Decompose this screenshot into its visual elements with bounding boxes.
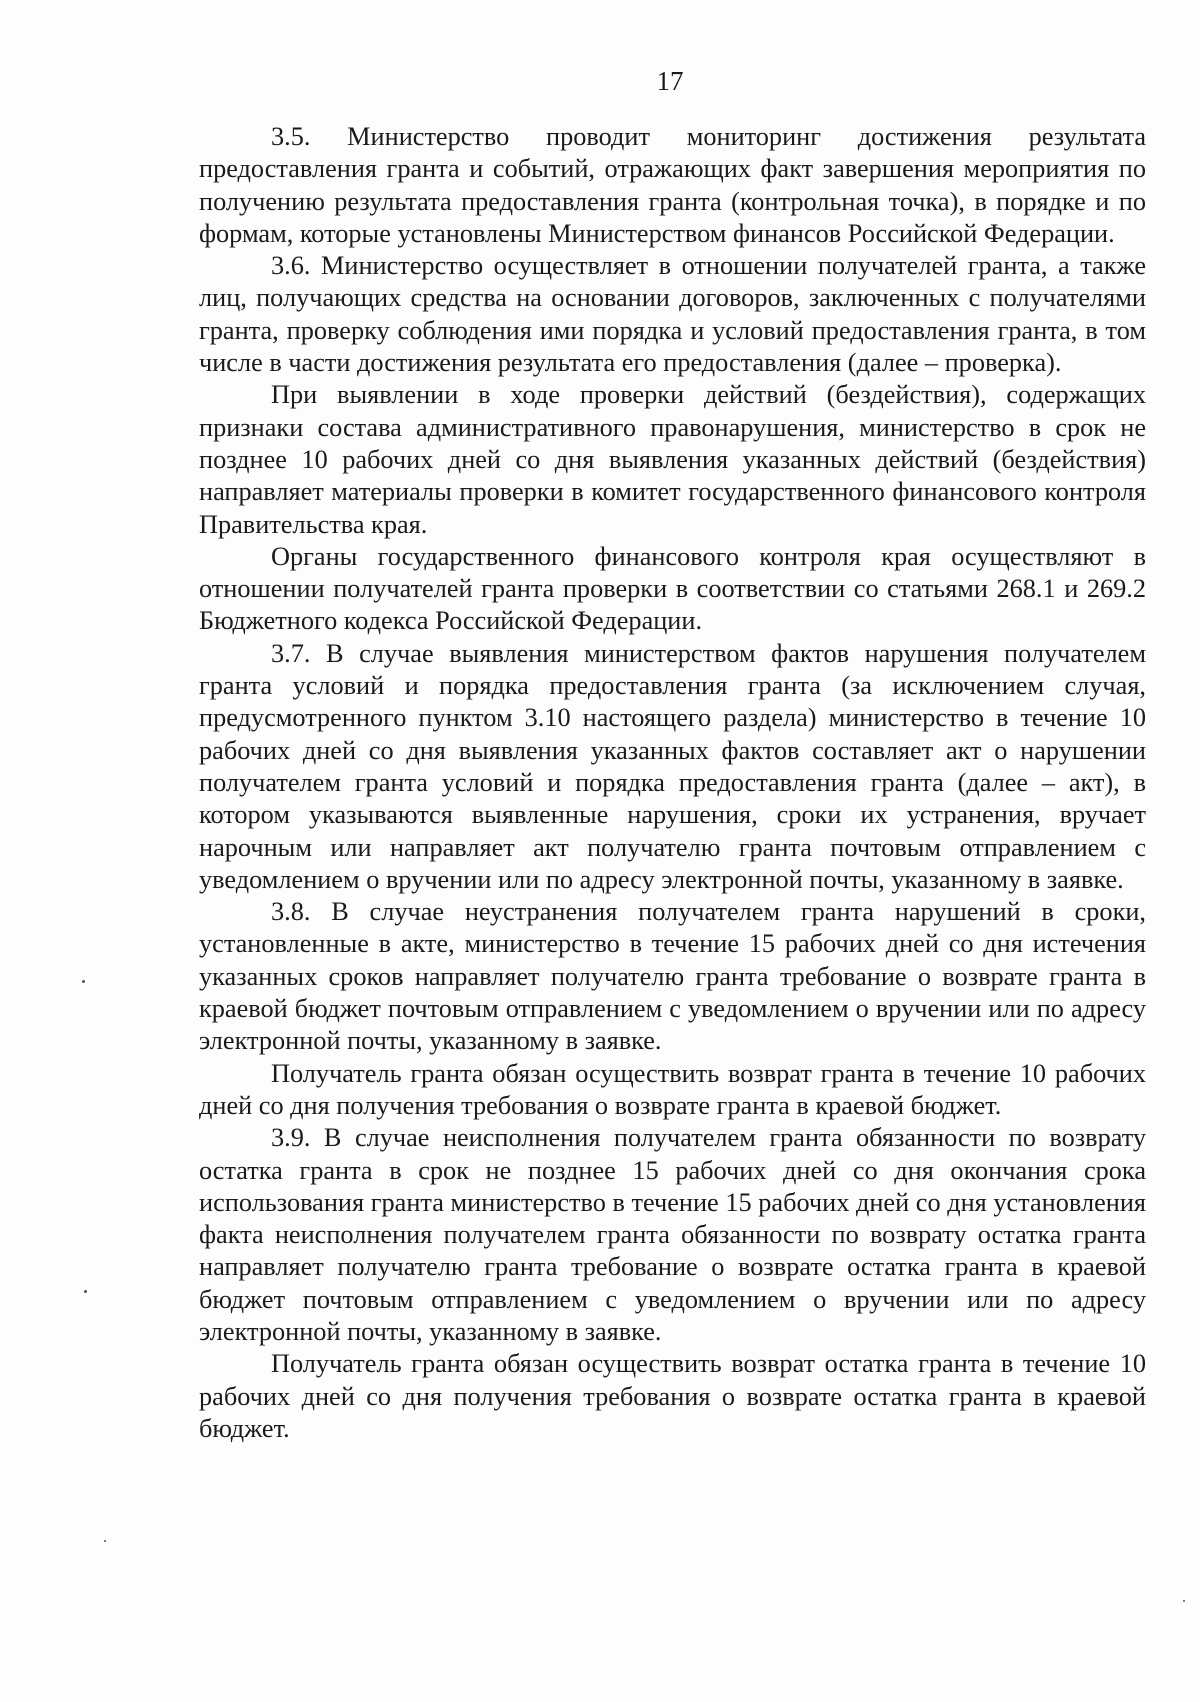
paragraph-grant-return: Получатель гранта обязан осуществить возврат гранта в течение 10 рабочих дней со дня получения требования о возврате гранта в краевой бюджет. — [199, 1058, 1146, 1120]
page-number: 17 — [656, 66, 684, 96]
paragraph-remainder-return: Получатель гранта обязан осуществить возврат остатка гранта в течение 10 рабочих дней со дня получения требования о возврате остатка гранта в краевой бюджет. — [199, 1349, 1146, 1443]
paragraph-3-7: 3.7. В случае выявления министерством фактов нарушения получателем гранта условий и порядка предоставления гранта (за исключением случая, предусмотренного пунктом 3.10 настоящего раздела) министерство в течение 10 рабочих дней со дня выявления указанных фактов составляет акт о нарушении получателем гранта условий и порядка предоставления гранта (далее – акт), в котором указываются выявленные нарушения, сроки их устранения, вручает нарочным или направляет акт получателю гранта почтовым отправлением с уведомлением о вручении или по адресу электронной почты, указанному в заявке. — [199, 638, 1146, 894]
scan-speck — [104, 1540, 106, 1542]
paragraph-3-9: 3.9. В случае неисполнения получателем гранта обязанности по возврату остатка гранта в срок не позднее 15 рабочих дней со дня окончания срока использования гранта министерство в течение 15 рабочих дней со дня установления факта неисполнения получателем гранта обязанности по возврату остатка гранта направляет получателю гранта требование о возврате остатка гранта в краевой бюджет почтовым отправлением с уведомлением о вручении или по адресу электронной почты, указанному в заявке. — [199, 1123, 1146, 1346]
paragraph-financial-control: Органы государственного финансового контроля края осуществляют в отношении получателей гранта проверки в соответствии со статьями 268.1 и 269.2 Бюджетного кодекса Российской Федерации. — [199, 541, 1146, 636]
paragraph-3-5: 3.5. Министерство проводит мониторинг достижения результата предоставления гранта и событий, отражающих факт завершения мероприятия по получению результата предоставления гранта (контрольная точка), в порядке и по формам, которые установлены Министерством финансов Российской Федерации. — [199, 122, 1146, 248]
scan-speck — [82, 980, 85, 983]
scan-speck — [84, 1290, 87, 1293]
paragraph-3-8: 3.8. В случае неустранения получателем гранта нарушений в сроки, установленные в акте, министерство в течение 15 рабочих дней со дня истечения указанных сроков направляет получателю гранта требование о возврате гранта в краевой бюджет почтовым отправлением с уведомлением о вручении или по адресу электронной почты, указанному в заявке. — [199, 897, 1146, 1056]
scan-speck — [1183, 1600, 1185, 1602]
paragraph-violation-detection: При выявлении в ходе проверки действий (бездействия), содержащих признаки состава административного правонарушения, министерство в срок не позднее 10 рабочих дней со дня выявления указанных действий (бездействия) направляет материалы проверки в комитет государственного финансового контроля Правительства края. — [199, 380, 1146, 539]
document-body — [199, 121, 1146, 1445]
paragraph-3-6: 3.6. Министерство осуществляет в отношении получателей гранта, а также лиц, получающих средства на основании договоров, заключенных с получателями гранта, проверку соблюдения ими порядка и условий предоставления гранта, в том числе в части достижения результата его предоставления (далее – проверка). — [199, 251, 1146, 378]
